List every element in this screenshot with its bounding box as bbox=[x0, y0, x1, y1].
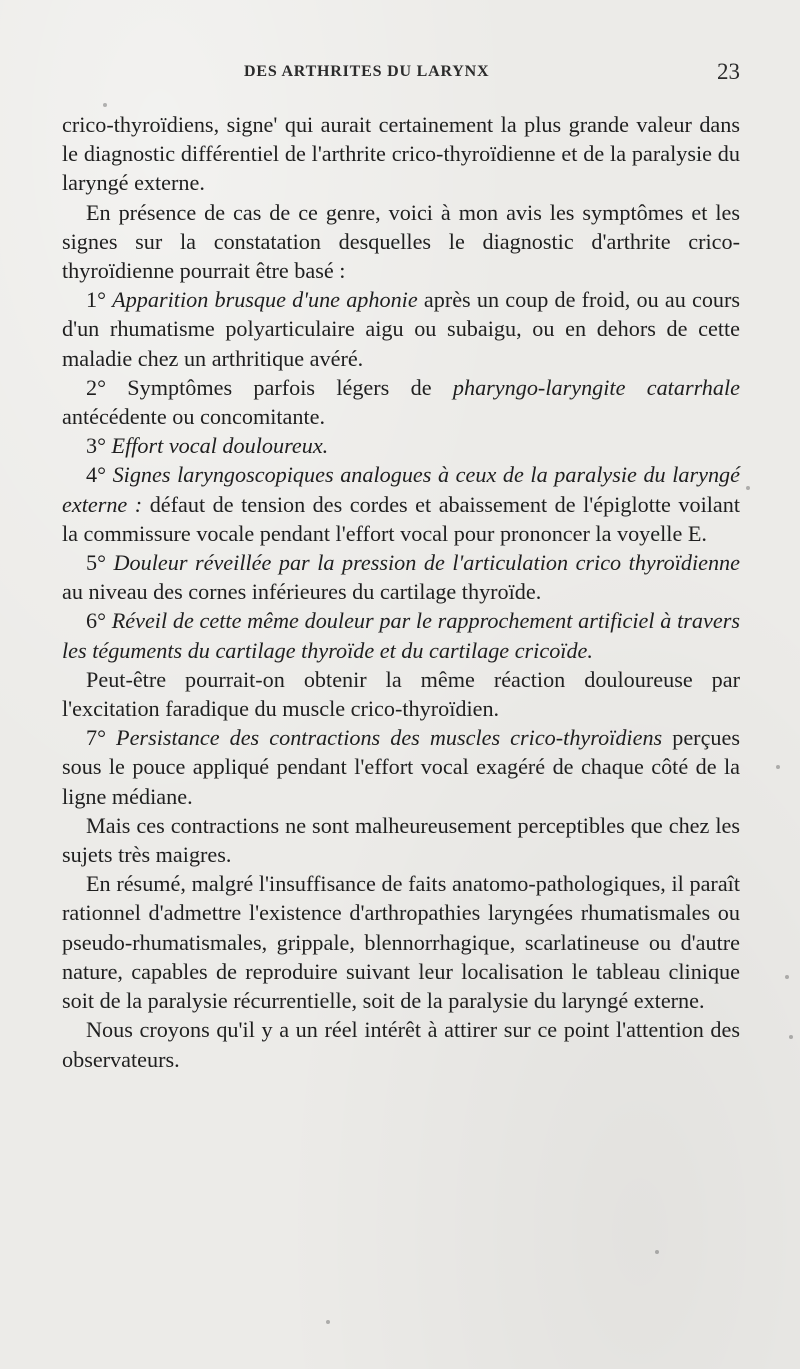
paragraph-text: Mais ces contractions ne sont malheureusement perceptibles que chez les sujets très maigres. bbox=[62, 812, 740, 868]
paper-speck bbox=[655, 1250, 659, 1254]
paper-speck bbox=[776, 765, 780, 769]
italic-phrase: Réveil de cette même douleur par le rapprochement artificiel à travers les téguments du cartilage thyroïde et du cartilage cricoïde. bbox=[62, 608, 740, 663]
item-number: 1° bbox=[86, 287, 106, 313]
paragraph-continuation bbox=[62, 110, 740, 198]
item-text: défaut de tension des cordes et abaissement de l'épiglotte voilant la commissure vocale pendant l'effort vocal pour prononcer la voyelle E. bbox=[62, 491, 741, 546]
item-number: 6° bbox=[86, 608, 106, 634]
faradic-note bbox=[62, 665, 740, 723]
paragraph-text: crico-thyroïdiens, signe' qui aurait certainement la plus grande valeur dans le diagnostic différentiel de l'arthrite crico-thyroïdienne et de la paralysie du laryngé externe. bbox=[62, 112, 740, 196]
item-text: perçues sous le pouce appliqué pendant l'effort vocal exagéré de chaque côté de la ligne médiane. bbox=[62, 725, 740, 809]
symptom-item-5 bbox=[62, 548, 740, 606]
symptom-item-1 bbox=[62, 285, 740, 373]
running-title: DES ARTHRITES DU LARYNX bbox=[244, 63, 490, 80]
running-head bbox=[62, 58, 740, 86]
item-text: après un coup de froid, ou au cours d'un rhumatisme polyarticulaire aigu ou subaigu, ou en dehors de cette maladie chez un arthritique avéré. bbox=[62, 287, 741, 371]
paper-speck bbox=[326, 1320, 330, 1324]
paragraph-text: Peut-être pourrait-on obtenir la même réaction douloureuse par l'excitation faradique du muscle crico-thyroïdien. bbox=[62, 666, 740, 722]
paragraph-text: Nous croyons qu'il y a un réel intérêt à attirer sur ce point l'attention des observateurs. bbox=[62, 1017, 740, 1072]
symptom-item-4 bbox=[62, 460, 740, 548]
italic-phrase: pharyngo-laryngite catarrhale bbox=[452, 374, 741, 400]
paper-speck bbox=[789, 1035, 793, 1039]
paper-speck bbox=[746, 486, 750, 490]
item-prefix: Symptômes parfois légers de bbox=[127, 374, 432, 400]
item-number: 4° bbox=[86, 462, 106, 488]
paragraph-text: En présence de cas de ce genre, voici à mon avis les symptômes et les signes sur la constatation desquelles le diagnostic d'arthrite crico-thyroïdienne pourrait être basé : bbox=[62, 199, 740, 284]
symptom-item-7 bbox=[62, 723, 740, 811]
symptom-item-3 bbox=[62, 431, 740, 460]
page-number: 23 bbox=[717, 59, 740, 84]
italic-phrase: Effort vocal douloureux. bbox=[111, 433, 329, 459]
symptom-item-6 bbox=[62, 606, 740, 664]
item-text: antécédente ou concomitante. bbox=[62, 404, 326, 430]
item-number: 5° bbox=[86, 550, 106, 576]
paragraph-text: En résumé, malgré l'insuffisance de faits anatomo-pathologiques, il paraît rationnel d'admettre l'existence d'arthropathies laryngées rhumatismales ou pseudo-rhumatismales, grippale, blennorrhagique, scarlatineuse ou d'autre nature, capables de reproduire suivant leur localisation le tableau clinique soit de la paralysie récurrentielle, soit de la paralysie du laryngé externe. bbox=[62, 871, 740, 1014]
paper-speck bbox=[103, 103, 107, 107]
italic-phrase: Apparition brusque d'une aphonie bbox=[112, 287, 418, 313]
closing-paragraph bbox=[62, 1015, 740, 1073]
symptom-item-2 bbox=[62, 373, 740, 431]
item-text: au niveau des cornes inférieures du cartilage thyroïde. bbox=[62, 579, 542, 605]
summary-paragraph bbox=[62, 869, 740, 1015]
italic-phrase: Douleur réveillée par la pression de l'articulation crico thyroïdienne bbox=[113, 550, 740, 576]
page-text bbox=[62, 110, 740, 1074]
item-number: 7° bbox=[86, 725, 106, 751]
item-number: 2° bbox=[86, 374, 106, 400]
paragraph-presence bbox=[62, 198, 740, 286]
contractions-note bbox=[62, 811, 740, 869]
italic-phrase: Signes laryngoscopiques analogues à ceux de la paralysie du laryngé externe : bbox=[62, 462, 740, 517]
item-number: 3° bbox=[86, 433, 106, 459]
italic-phrase: Persistance des contractions des muscles crico-thyroïdiens bbox=[116, 725, 663, 751]
paper-speck bbox=[785, 975, 789, 979]
